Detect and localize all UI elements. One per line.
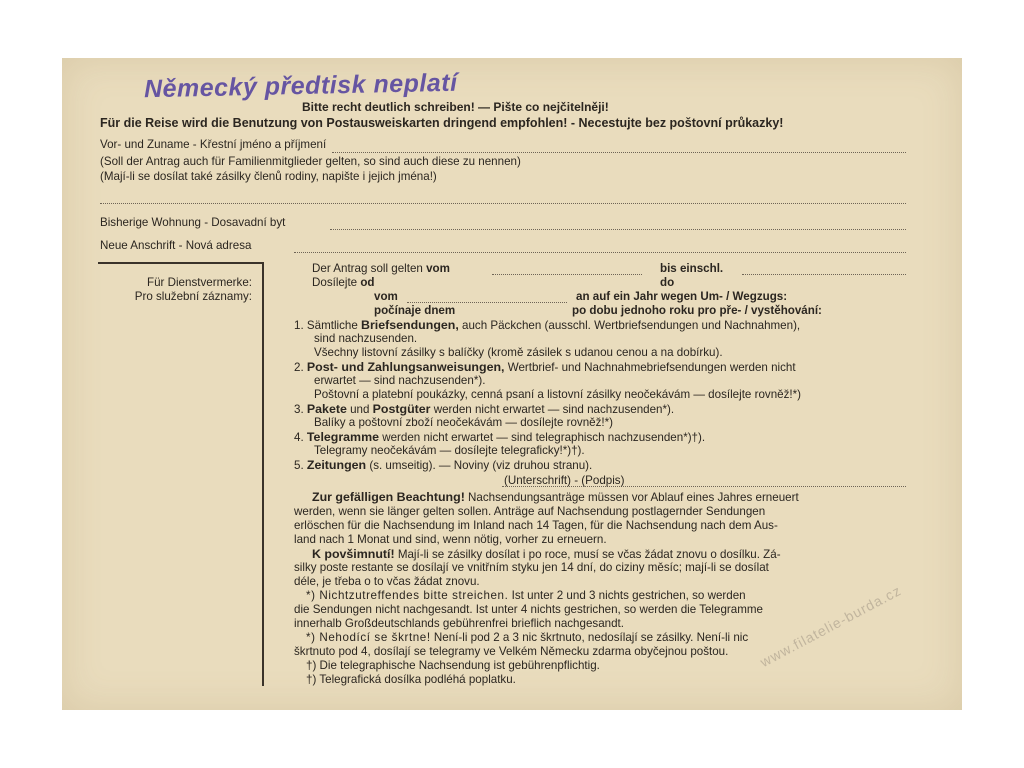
family-note-cz: (Mají-li se dosílat také zásilky členů rodiny, napište i jejich jména!) (100, 170, 437, 183)
item-2-cz: Poštovní a platební poukázky, cenná psaní a listovní zásilky neočekávám — dosílejte rovněž!*) (314, 388, 801, 401)
new-address-line[interactable] (294, 252, 906, 253)
item-2: 2. Post- und Zahlungsanweisungen, Wertbrief- und Nachnahmebriefsendungen werden nicht (294, 360, 796, 374)
item-1: 1. Sämtliche Briefsendungen, auch Päckchen (ausschl. Wertbriefsendungen und Nachnahmen), (294, 318, 801, 332)
new-address-label: Neue Anschrift - Nová adresa (100, 239, 252, 252)
item-4: 4. Telegramme werden nicht erwartet — sind telegraphisch nachzusenden*)†). (294, 430, 706, 444)
header-recommendation: Für die Reise wird die Benutzung von Postausweiskarten dringend empfohlen! - Necestujte bez poštovní průkazky! (100, 116, 784, 130)
name-field-label: Vor- und Zuname - Křestní jméno a příjmení (100, 138, 327, 151)
old-address-line[interactable] (330, 229, 906, 230)
item-1-cz: Všechny listovní zásilky s balíčky (kromě zásilek s udanou cenou a na dobírku). (314, 346, 723, 359)
sidebar-top-border (98, 262, 264, 264)
sidebar-right-border (262, 262, 264, 686)
period-until-label: bis einschl. (660, 262, 724, 275)
footnote-de-star-1: *) Nichtzutreffendes bitte streichen. Ist unter 2 und 3 nichts gestrichen, so werden (306, 589, 746, 602)
footnote-cz-star-2: škrtnuto pod 4, dosílají se telegramy ve Velkém Německu zdarma obyčejnou poštou. (294, 645, 729, 658)
sidebar-label-de: Für Dienstvermerke: (146, 276, 252, 289)
footnote-de-star-2: die Sendungen nicht nachgesandt. Ist unter 4 nichts gestrichen, so werden die Telegramme (294, 603, 763, 616)
name-field-line[interactable] (332, 152, 906, 153)
item-1-cont: sind nachzusenden. (314, 332, 418, 345)
postal-form-card (62, 58, 962, 710)
year-cz-label: po dobu jednoho roku pro pře- / vystěhování: (572, 304, 822, 317)
item-5: 5. Zeitungen (s. umseitig). — Noviny (viz druhou stranu). (294, 458, 593, 472)
sidebar-label-cz: Pro služební záznamy: (134, 290, 252, 303)
period-do-label: do (660, 276, 675, 289)
footnote-cz-star-1: *) Nehodící se škrtne! Není-li pod 2 a 3 nic škrtnuto, nedosílají se zásilky. Není-li nic (306, 631, 749, 644)
overprint-stamp: Německý předtisk neplatí (143, 68, 458, 104)
year-de-label: an auf ein Jahr wegen Um- / Wegzugs: (576, 290, 788, 303)
notice-de-3: erlöschen für die Nachsendung im Inland nach 14 Tagen, für die Nachsendung nach dem Aus- (294, 519, 778, 532)
notice-cz-2: silky poste restante se dosílají ve vnitřním styku jen 14 dní, do ciziny měsíc; mají-li se dosílat (294, 561, 769, 574)
item-4-cz: Telegramy neočekávám — dosílejte telegraficky!*)†). (314, 444, 585, 457)
item-2-cont: erwartet — sind nachzusenden*). (314, 374, 486, 387)
notice-cz-1: K povšimnutí! Mají-li se zásilky dosílat i po roce, musí se včas žádat znovu o dosílku. Zá- (312, 547, 781, 561)
footnote-cz-dagger: †) Telegrafická dosílka podléhá poplatku. (306, 673, 516, 686)
period-until-line[interactable] (742, 274, 906, 275)
footnote-de-star-3: innerhalb Großdeutschlands gebührenfrei brieflich nachgesandt. (294, 617, 624, 630)
watermark-text: www.filatelie-burda.cz (757, 581, 904, 671)
item-3-cz: Balíky a poštovní zboží neočekávám — dosílejte rovněž!*) (314, 416, 614, 429)
family-note-de: (Soll der Antrag auch für Familienmitglieder gelten, so sind auch diese zu nennen) (100, 155, 521, 168)
notice-cz-3: déle, je třeba o to včas žádat znovu. (294, 575, 480, 588)
notice-de-1: Zur gefälligen Beachtung! Nachsendungsanträge müssen vor Ablauf eines Jahres erneuert (312, 490, 799, 504)
family-field-line[interactable] (100, 203, 906, 204)
signature-label: (Unterschrift) - (Podpis) (504, 474, 625, 487)
item-3: 3. Pakete und Postgüter werden nicht erwartet — sind nachzusenden*). (294, 402, 675, 416)
old-address-label: Bisherige Wohnung - Dosavadní byt (100, 216, 286, 229)
period-de-label: Der Antrag soll gelten vom (312, 262, 450, 275)
year-from-line[interactable] (407, 302, 567, 303)
year-vom-label: vom (374, 290, 398, 303)
period-from-line[interactable] (492, 274, 642, 275)
year-pocinaje-label: počínaje dnem (374, 304, 456, 317)
notice-de-2: werden, wenn sie länger gelten sollen. Anträge auf Nachsendung postlagernder Sendungen (294, 505, 766, 518)
footnote-de-dagger: †) Die telegraphische Nachsendung ist gebührenpflichtig. (306, 659, 600, 672)
period-cz-label: Dosílejte od (312, 276, 375, 289)
header-instruction: Bitte recht deutlich schreiben! — Pište co nejčitelněji! (302, 100, 609, 114)
notice-de-4: land nach 1 Monat und sind, wenn nötig, vorher zu erneuern. (294, 533, 607, 546)
